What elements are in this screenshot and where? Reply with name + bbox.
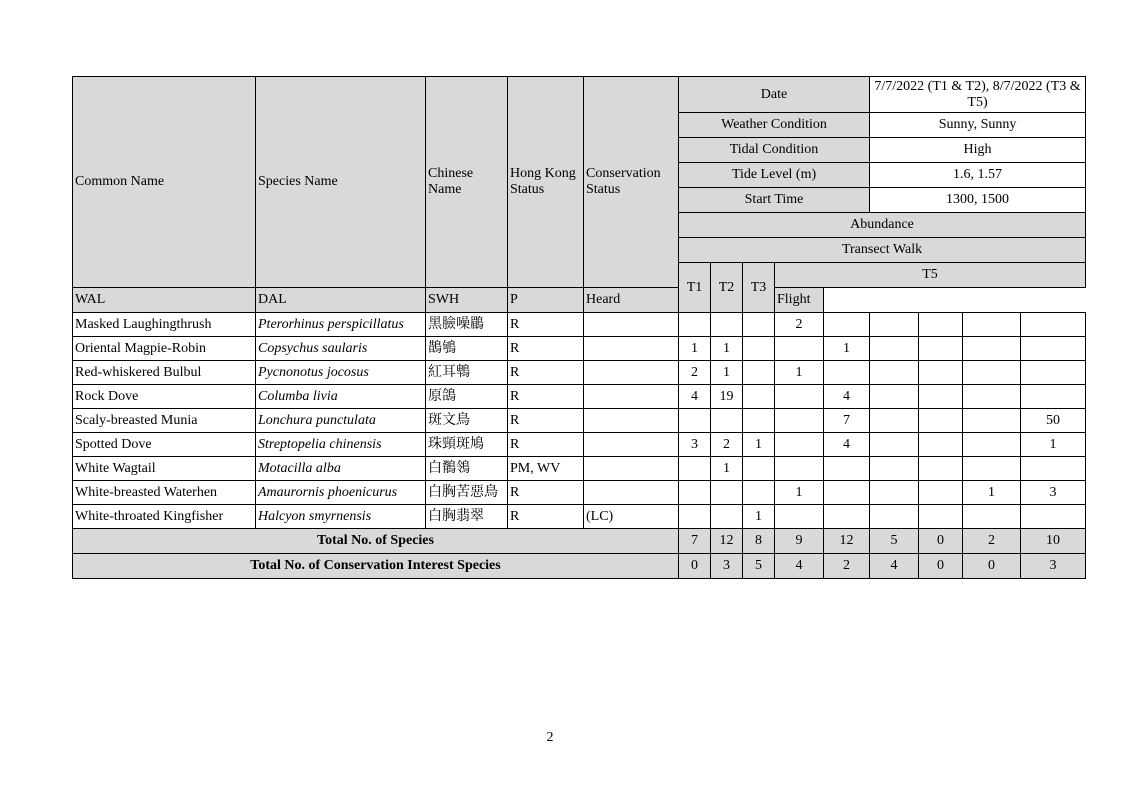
t1-count-cell: 4	[679, 385, 711, 409]
page-number: 2	[546, 730, 554, 745]
heard-count-cell	[963, 337, 1021, 361]
t2-count-cell	[711, 313, 743, 337]
table-row	[73, 409, 1086, 433]
heard-count-cell: 1	[963, 481, 1021, 505]
heard-count-cell	[963, 457, 1021, 481]
totals-label: Total No. of Species	[73, 529, 679, 554]
t3-count-cell: 1	[743, 505, 775, 529]
t1-count-cell	[679, 313, 711, 337]
p-count-cell	[919, 457, 963, 481]
table-row	[73, 313, 1086, 337]
header-tide-level-value: 1.6, 1.57	[870, 163, 1086, 188]
p-total-cell: 0	[919, 529, 963, 554]
header-conservation-status: Conservation Status	[584, 77, 679, 288]
chinese-name-cell: 斑文鳥	[426, 409, 508, 433]
hk-status-cell: R	[508, 481, 584, 505]
t1-count-cell: 3	[679, 433, 711, 457]
conservation-status-cell	[584, 385, 679, 409]
dal-count-cell	[824, 481, 870, 505]
hk-status-cell: R	[508, 337, 584, 361]
heard-count-cell	[963, 385, 1021, 409]
p-count-cell	[919, 337, 963, 361]
t3-count-cell	[743, 385, 775, 409]
table-row	[73, 433, 1086, 457]
table-row	[73, 457, 1086, 481]
conservation-status-cell	[584, 481, 679, 505]
wal-total-cell: 4	[775, 554, 824, 579]
wal-count-cell	[775, 505, 824, 529]
t2-count-cell: 19	[711, 385, 743, 409]
t2-count-cell: 1	[711, 361, 743, 385]
t3-count-cell	[743, 337, 775, 361]
wal-count-cell	[775, 433, 824, 457]
p-count-cell	[919, 481, 963, 505]
header-p: P	[508, 288, 584, 313]
t1-count-cell: 2	[679, 361, 711, 385]
p-count-cell	[919, 409, 963, 433]
conservation-status-cell	[584, 337, 679, 361]
t3-count-cell: 1	[743, 433, 775, 457]
species-name-cell: Lonchura punctulata	[256, 409, 426, 433]
chinese-name-cell: 白胸苦惡鳥	[426, 481, 508, 505]
t1-count-cell	[679, 457, 711, 481]
heard-count-cell	[963, 313, 1021, 337]
common-name-cell: Spotted Dove	[73, 433, 256, 457]
t2-total-cell: 12	[711, 529, 743, 554]
table-row	[73, 481, 1086, 505]
chinese-name-cell: 白鶺鴒	[426, 457, 508, 481]
header-start-time-label: Start Time	[679, 188, 870, 213]
header-t5: T5	[775, 263, 1086, 288]
hk-status-cell: R	[508, 409, 584, 433]
conservation-status-cell	[584, 361, 679, 385]
common-name-cell: White-throated Kingfisher	[73, 505, 256, 529]
header-tide-level-label: Tide Level (m)	[679, 163, 870, 188]
t2-count-cell: 2	[711, 433, 743, 457]
t1-total-cell: 7	[679, 529, 711, 554]
table-row	[73, 361, 1086, 385]
p-count-cell	[919, 361, 963, 385]
header-t1: T1	[679, 263, 711, 313]
t3-count-cell	[743, 457, 775, 481]
swh-count-cell	[870, 409, 919, 433]
common-name-cell: Masked Laughingthrush	[73, 313, 256, 337]
t2-count-cell: 1	[711, 337, 743, 361]
swh-count-cell	[870, 457, 919, 481]
flight-count-cell: 3	[1021, 481, 1086, 505]
heard-count-cell	[963, 433, 1021, 457]
swh-total-cell: 4	[870, 554, 919, 579]
dal-count-cell: 7	[824, 409, 870, 433]
t2-count-cell	[711, 409, 743, 433]
t1-total-cell: 0	[679, 554, 711, 579]
chinese-name-cell: 紅耳鵯	[426, 361, 508, 385]
swh-total-cell: 5	[870, 529, 919, 554]
wal-count-cell: 2	[775, 313, 824, 337]
flight-count-cell	[1021, 505, 1086, 529]
t1-count-cell	[679, 481, 711, 505]
header-transect-walk: Transect Walk	[679, 238, 1086, 263]
p-count-cell	[919, 313, 963, 337]
flight-count-cell	[1021, 385, 1086, 409]
header-swh: SWH	[426, 288, 508, 313]
hk-status-cell: R	[508, 433, 584, 457]
hk-status-cell: R	[508, 385, 584, 409]
species-name-cell: Pterorhinus perspicillatus	[256, 313, 426, 337]
heard-count-cell	[963, 409, 1021, 433]
dal-count-cell: 1	[824, 337, 870, 361]
t2-count-cell	[711, 505, 743, 529]
hk-status-cell: R	[508, 505, 584, 529]
chinese-name-cell: 珠頸斑鳩	[426, 433, 508, 457]
p-total-cell: 0	[919, 554, 963, 579]
swh-count-cell	[870, 385, 919, 409]
t3-count-cell	[743, 481, 775, 505]
species-name-cell: Copsychus saularis	[256, 337, 426, 361]
swh-count-cell	[870, 433, 919, 457]
header-t2: T2	[711, 263, 743, 313]
header-common-name: Common Name	[73, 77, 256, 288]
flight-count-cell: 1	[1021, 433, 1086, 457]
wal-count-cell	[775, 409, 824, 433]
header-abundance: Abundance	[679, 213, 1086, 238]
header-date-value: 7/7/2022 (T1 & T2), 8/7/2022 (T3 & T5)	[870, 77, 1086, 113]
heard-total-cell: 2	[963, 529, 1021, 554]
species-name-cell: Motacilla alba	[256, 457, 426, 481]
header-flight: Flight	[775, 288, 824, 313]
wal-count-cell: 1	[775, 361, 824, 385]
conservation-status-cell	[584, 433, 679, 457]
p-count-cell	[919, 385, 963, 409]
p-count-cell	[919, 505, 963, 529]
common-name-cell: Oriental Magpie-Robin	[73, 337, 256, 361]
t3-total-cell: 8	[743, 529, 775, 554]
dal-total-cell: 2	[824, 554, 870, 579]
flight-total-cell: 3	[1021, 554, 1086, 579]
wal-count-cell	[775, 457, 824, 481]
common-name-cell: White Wagtail	[73, 457, 256, 481]
flight-count-cell: 50	[1021, 409, 1086, 433]
header-heard: Heard	[584, 288, 679, 313]
t1-count-cell	[679, 505, 711, 529]
flight-total-cell: 10	[1021, 529, 1086, 554]
common-name-cell: Rock Dove	[73, 385, 256, 409]
swh-count-cell	[870, 337, 919, 361]
wal-count-cell: 1	[775, 481, 824, 505]
header-start-time-value: 1300, 1500	[870, 188, 1086, 213]
conservation-status-cell	[584, 457, 679, 481]
dal-count-cell: 4	[824, 433, 870, 457]
dal-count-cell	[824, 457, 870, 481]
wal-count-cell	[775, 385, 824, 409]
species-name-cell: Streptopelia chinensis	[256, 433, 426, 457]
dal-count-cell	[824, 361, 870, 385]
totals-row	[73, 554, 1086, 579]
totals-label: Total No. of Conservation Interest Species	[73, 554, 679, 579]
species-name-cell: Amaurornis phoenicurus	[256, 481, 426, 505]
swh-count-cell	[870, 481, 919, 505]
header-chinese-name: Chinese Name	[426, 77, 508, 288]
common-name-cell: Scaly-breasted Munia	[73, 409, 256, 433]
t1-count-cell	[679, 409, 711, 433]
chinese-name-cell: 鵲鴝	[426, 337, 508, 361]
header-t3: T3	[743, 263, 775, 313]
flight-count-cell	[1021, 313, 1086, 337]
t3-count-cell	[743, 361, 775, 385]
hk-status-cell: R	[508, 313, 584, 337]
flight-count-cell	[1021, 457, 1086, 481]
table-row	[73, 385, 1086, 409]
dal-count-cell	[824, 505, 870, 529]
t3-total-cell: 5	[743, 554, 775, 579]
heard-total-cell: 0	[963, 554, 1021, 579]
chinese-name-cell: 白胸翡翠	[426, 505, 508, 529]
wal-count-cell	[775, 337, 824, 361]
wal-total-cell: 9	[775, 529, 824, 554]
header-species-name: Species Name	[256, 77, 426, 288]
dal-count-cell: 4	[824, 385, 870, 409]
header-weather-label: Weather Condition	[679, 113, 870, 138]
header-dal: DAL	[256, 288, 426, 313]
swh-count-cell	[870, 361, 919, 385]
totals-row	[73, 529, 1086, 554]
species-name-cell: Columba livia	[256, 385, 426, 409]
swh-count-cell	[870, 505, 919, 529]
header-hk-status: Hong Kong Status	[508, 77, 584, 288]
common-name-cell: Red-whiskered Bulbul	[73, 361, 256, 385]
dal-total-cell: 12	[824, 529, 870, 554]
p-count-cell	[919, 433, 963, 457]
t3-count-cell	[743, 409, 775, 433]
conservation-status-cell	[584, 409, 679, 433]
species-name-cell: Halcyon smyrnensis	[256, 505, 426, 529]
header-tidal-value: High	[870, 138, 1086, 163]
chinese-name-cell: 黑臉噪鶥	[426, 313, 508, 337]
hk-status-cell: PM, WV	[508, 457, 584, 481]
species-name-cell: Pycnonotus jocosus	[256, 361, 426, 385]
heard-count-cell	[963, 361, 1021, 385]
t2-count-cell: 1	[711, 457, 743, 481]
swh-count-cell	[870, 313, 919, 337]
t3-count-cell	[743, 313, 775, 337]
table-row	[73, 505, 1086, 529]
bird-survey-table	[72, 76, 1086, 579]
header-wal: WAL	[73, 288, 256, 313]
table-row	[73, 337, 1086, 361]
dal-count-cell	[824, 313, 870, 337]
conservation-status-cell	[584, 313, 679, 337]
header-weather-value: Sunny, Sunny	[870, 113, 1086, 138]
t1-count-cell: 1	[679, 337, 711, 361]
heard-count-cell	[963, 505, 1021, 529]
flight-count-cell	[1021, 361, 1086, 385]
header-date-label: Date	[679, 77, 870, 113]
flight-count-cell	[1021, 337, 1086, 361]
common-name-cell: White-breasted Waterhen	[73, 481, 256, 505]
chinese-name-cell: 原鴿	[426, 385, 508, 409]
t2-total-cell: 3	[711, 554, 743, 579]
hk-status-cell: R	[508, 361, 584, 385]
conservation-status-cell: (LC)	[584, 505, 679, 529]
t2-count-cell	[711, 481, 743, 505]
header-tidal-label: Tidal Condition	[679, 138, 870, 163]
